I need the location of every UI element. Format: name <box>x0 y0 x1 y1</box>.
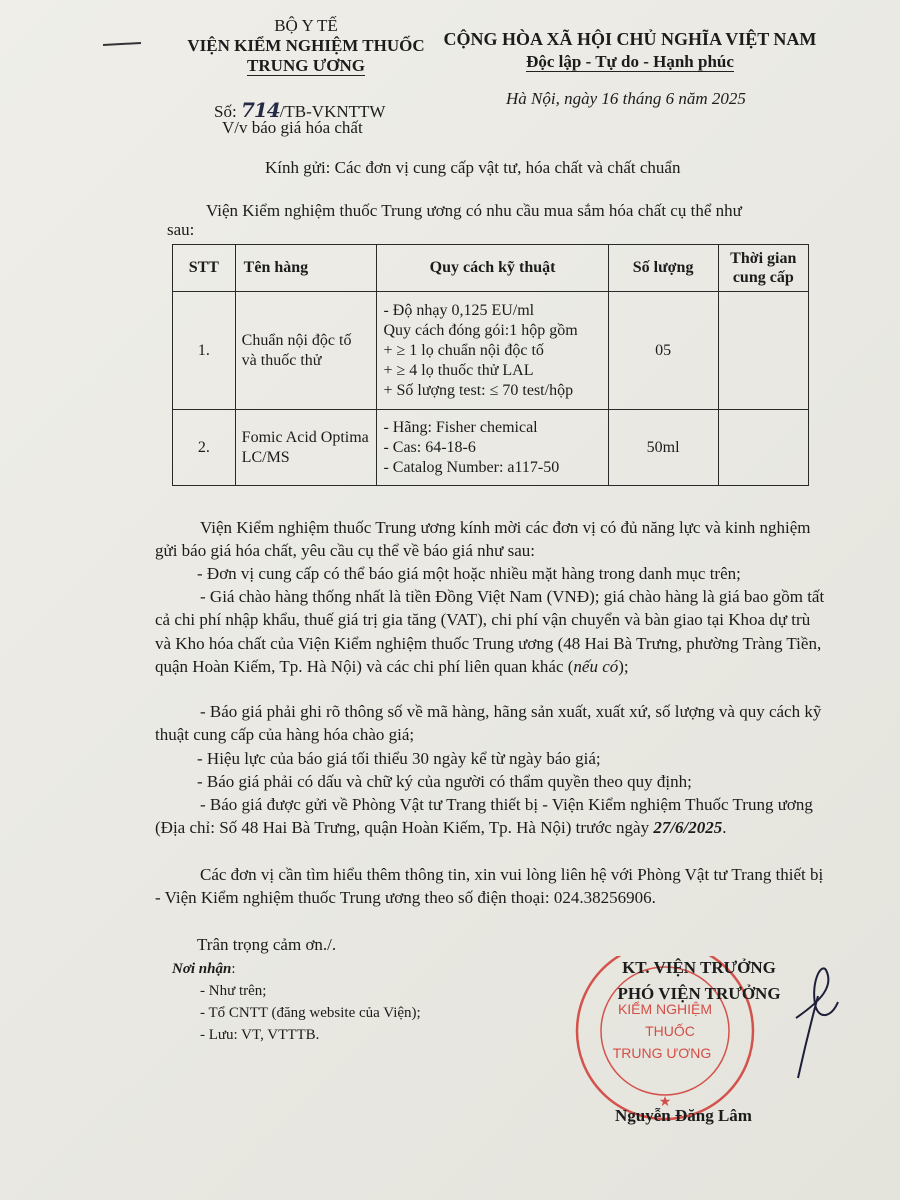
document-number: Số: 714/TB-VKNTTW <box>214 98 386 122</box>
requirement-6: - Báo giá được gửi về Phòng Vật tư Trang thiết bị - Viện Kiểm nghiệm Thuốc Trung ương (Địa chỉ: Số 48 Hai Bà Trưng, quận Hoàn Kiếm, Tp. Hà Nội) trước ngày 27/6/2025. <box>155 795 813 838</box>
document-number-suffix: /TB-VKNTTW <box>279 102 386 121</box>
requirement-3: - Báo giá phải ghi rõ thông số về mã hàng, hãng sản xuất, xuất xứ, số lượng và quy cách kỹ thuật cung cấp của hàng hóa chào giá; <box>155 702 822 745</box>
cell-name: Fomic Acid Optima LC/MS <box>235 410 377 486</box>
signatory-title: KT. VIỆN TRƯỞNG PHÓ VIỆN TRƯỞNG <box>617 958 781 1003</box>
cell-stt: 2. <box>173 410 236 486</box>
col-header-time: Thời gian cung cấp <box>718 245 808 292</box>
handwritten-number: 714 <box>240 98 280 122</box>
cell-time <box>718 292 808 410</box>
document-date: Hà Nội, ngày 16 tháng 6 năm 2025 <box>506 89 746 108</box>
national-header <box>430 28 830 72</box>
cell-qty: 50ml <box>608 410 718 486</box>
list-item: - Tổ CNTT (đăng website của Viện); <box>200 1005 421 1021</box>
cell-spec: - Hãng: Fisher chemical - Cas: 64-18-6 - Catalog Number: a117-50 <box>377 410 608 486</box>
cell-spec: - Độ nhạy 0,125 EU/ml Quy cách đóng gói:1 hộp gồm + ≥ 1 lọ chuẩn nội độc tố + ≥ 4 lọ thuốc thử LAL + Số lượng test: ≤ 70 test/hộp <box>377 292 608 410</box>
closing-thanks: Trân trọng cảm ơn./. <box>197 935 337 954</box>
intro-line2: sau: <box>167 220 195 239</box>
list-item: - Như trên; <box>200 983 267 999</box>
recipients-label: Nơi nhận <box>172 961 232 977</box>
seal-line2: THUỐC <box>645 1023 695 1039</box>
cell-stt: 1. <box>173 292 236 410</box>
col-header-name: Tên hàng <box>235 245 377 292</box>
list-item: - Lưu: VT, VTTTB. <box>200 1027 320 1043</box>
issuer-header <box>170 16 442 76</box>
recipient-line: Kính gửi: Các đơn vị cung cấp vật tư, hóa chất và chất chuẩn <box>265 158 681 177</box>
table-header-row <box>173 245 809 292</box>
cell-time <box>718 410 808 486</box>
requirement-1: - Đơn vị cung cấp có thể báo giá một hoặc nhiều mặt hàng trong danh mục trên; <box>197 564 741 583</box>
requirement-2: - Giá chào hàng thống nhất là tiền Đồng Việt Nam (VNĐ); giá chào hàng là giá bao gồm tất cả chi phí nhập khẩu, thuế giá trị gia tăng (VAT), chi phí vận chuyển và bàn giao tại Khoa dự trù và Kho hóa chất của Viện Kiểm nghiệm thuốc Trung ương (48 Hai Bà Trưng, phường Tràng Tiền, quận Hoàn Kiếm, Tp. Hà Nội) và các chi phí liên quan khác (nếu có); <box>155 587 825 676</box>
institute-name-line2: TRUNG ƯƠNG <box>247 56 365 75</box>
requirement-4: - Hiệu lực của báo giá tối thiểu 30 ngày kể từ ngày báo giá; <box>197 749 601 768</box>
seal-line3: TRUNG ƯƠNG <box>612 1045 712 1061</box>
national-motto: Độc lập - Tự do - Hạnh phúc <box>526 52 734 71</box>
seal-line1: KIỂM NGHIỆM <box>617 1001 713 1017</box>
ministry-name: BỘ Y TẾ <box>274 16 338 35</box>
invitation-paragraph: Viện Kiểm nghiệm thuốc Trung ương kính mời các đơn vị có đủ năng lực và kinh nghiệm gửi báo giá hóa chất, yêu cầu cụ thể về báo giá như sau: <box>155 518 811 561</box>
cell-qty: 05 <box>608 292 718 410</box>
deadline-date: 27/6/2025 <box>653 818 723 838</box>
country-name: CỘNG HÒA XÃ HỘI CHỦ NGHĨA VIỆT NAM <box>443 29 817 49</box>
col-header-stt: STT <box>173 245 236 292</box>
document-subject: V/v báo giá hóa chất <box>222 118 363 137</box>
institute-name-line1: VIỆN KIỂM NGHIỆM THUỐC <box>187 36 425 55</box>
svg-text:★: ★ <box>658 1093 672 1109</box>
col-header-qty: Số lượng <box>608 245 718 292</box>
intro-line1: Viện Kiểm nghiệm thuốc Trung ương có nhu cầu mua sắm hóa chất cụ thể như <box>206 201 742 220</box>
recipients-block: Nơi nhận: - Như trên; - Tổ CNTT (đăng website của Viện); - Lưu: VT, VTTTB. <box>172 958 421 1046</box>
contact-paragraph: Các đơn vị cần tìm hiểu thêm thông tin, xin vui lòng liên hệ với Phòng Vật tư Trang thiết bị - Viện Kiểm nghiệm thuốc Trung ương theo số điện thoại: 024.38256906. <box>155 865 824 908</box>
cell-name: Chuẩn nội độc tố và thuốc thử <box>235 292 377 410</box>
table-row <box>173 292 809 410</box>
pen-mark <box>103 42 141 46</box>
requirement-5: - Báo giá phải có dấu và chữ ký của người có thẩm quyền theo quy định; <box>197 772 692 791</box>
col-header-spec: Quy cách kỹ thuật <box>377 245 608 292</box>
table-row <box>173 410 809 486</box>
chemicals-table <box>172 244 809 486</box>
signatory-name: Nguyễn Đăng Lâm <box>615 1106 752 1125</box>
